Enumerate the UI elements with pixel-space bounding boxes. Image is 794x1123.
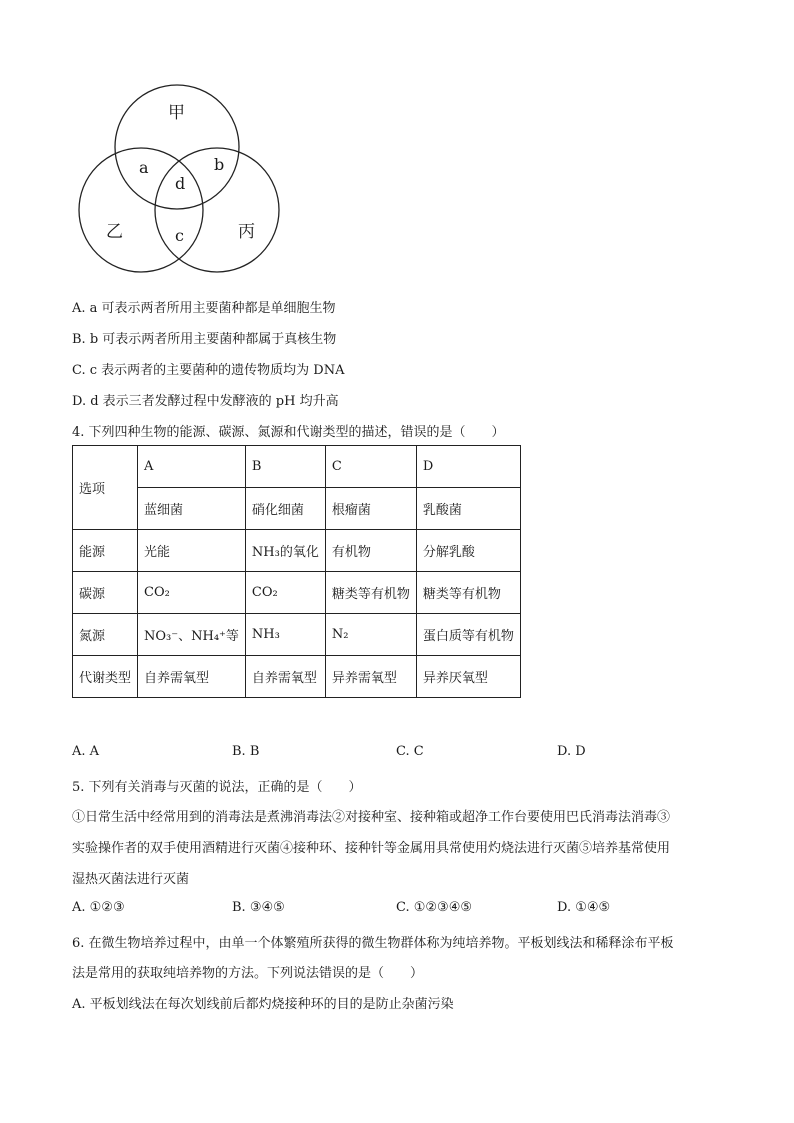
row-label: 能源 xyxy=(73,530,138,572)
table-cell: 自养需氧型 xyxy=(245,656,325,698)
q3-option-d: D. d 表示三者发酵过程中发酵液的 pH 均升高 xyxy=(72,394,339,409)
label-yi: 乙 xyxy=(106,222,123,242)
header-label: 选项 xyxy=(73,446,138,530)
table-cell: 蛋白质等有机物 xyxy=(416,614,520,656)
q3-option-a: A. a 可表示两者所用主要菌种都是单细胞生物 xyxy=(72,301,336,316)
q4-table xyxy=(72,445,521,698)
label-b: b xyxy=(214,155,225,174)
label-a: a xyxy=(139,158,149,177)
letter-cell: D xyxy=(416,446,520,488)
letter-cell: C xyxy=(325,446,416,488)
table-row xyxy=(73,446,521,488)
label-bing: 丙 xyxy=(238,222,255,242)
venn-diagram xyxy=(76,84,296,276)
table-cell: NH₃的氧化 xyxy=(245,530,325,572)
table-cell: 光能 xyxy=(138,530,246,572)
table-row xyxy=(73,614,521,656)
q4-option-a: A. A xyxy=(72,744,100,759)
letter-cell: B xyxy=(245,446,325,488)
q6-stem-line: 6. 在微生物培养过程中，由单一个体繁殖所获得的微生物群体称为纯培养物。平板划线法和稀释涂布平板 xyxy=(72,936,674,951)
organism-cell: 根瘤菌 xyxy=(325,488,416,530)
q4-stem: 4. 下列四种生物的能源、碳源、氮源和代谢类型的描述，错误的是（ ） xyxy=(72,425,505,440)
q5-body-line: ①日常生活中经常用到的消毒法是煮沸消毒法②对接种室、接种箱或超净工作台要使用巴氏消毒法消毒③ xyxy=(72,810,671,825)
q3-option-c: C. c 表示两者的主要菌种的遗传物质均为 DNA xyxy=(72,363,345,378)
q3-option-b: B. b 可表示两者所用主要菌种都属于真核生物 xyxy=(72,332,337,347)
q5-option-c: C. ①②③④⑤ xyxy=(396,900,473,915)
table-row xyxy=(73,488,521,530)
table-cell: 自养需氧型 xyxy=(138,656,246,698)
table-cell: NO₃⁻、NH₄⁺等 xyxy=(138,614,246,656)
table-cell: NH₃ xyxy=(245,614,325,656)
label-c: c xyxy=(175,226,184,245)
q6-stem-line: 法是常用的获取纯培养物的方法。下列说法错误的是（ ） xyxy=(72,966,424,981)
q5-body-line: 实验操作者的双手使用酒精进行灭菌④接种环、接种针等金属用具常使用灼烧法进行灭菌⑤培养基常使用 xyxy=(72,841,671,856)
table-cell: N₂ xyxy=(325,614,416,656)
q4-option-c: C. C xyxy=(396,744,424,759)
table-row xyxy=(73,572,521,614)
q5-stem: 5. 下列有关消毒与灭菌的说法，正确的是（ ） xyxy=(72,780,362,795)
organism-cell: 蓝细菌 xyxy=(138,488,246,530)
q5-option-b: B. ③④⑤ xyxy=(232,900,285,915)
table-cell: 异养厌氧型 xyxy=(416,656,520,698)
label-jia: 甲 xyxy=(168,103,185,123)
q5-body-line: 湿热灭菌法进行灭菌 xyxy=(72,872,190,887)
organism-cell: 乳酸菌 xyxy=(416,488,520,530)
table-cell: 分解乳酸 xyxy=(416,530,520,572)
label-d: d xyxy=(175,174,186,193)
q5-option-d: D. ①④⑤ xyxy=(557,900,611,915)
q6-option-a: A. 平板划线法在每次划线前后都灼烧接种环的目的是防止杂菌污染 xyxy=(72,997,454,1012)
table-cell: 有机物 xyxy=(325,530,416,572)
table-cell: 糖类等有机物 xyxy=(416,572,520,614)
q5-option-a: A. ①②③ xyxy=(72,900,125,915)
table-cell: 糖类等有机物 xyxy=(325,572,416,614)
letter-cell: A xyxy=(138,446,246,488)
q4-option-d: D. D xyxy=(557,744,586,759)
table-cell: CO₂ xyxy=(245,572,325,614)
table-row xyxy=(73,530,521,572)
row-label: 氮源 xyxy=(73,614,138,656)
organism-cell: 硝化细菌 xyxy=(245,488,325,530)
table-cell: 异养需氧型 xyxy=(325,656,416,698)
row-label: 代谢类型 xyxy=(73,656,138,698)
table-row xyxy=(73,656,521,698)
row-label: 碳源 xyxy=(73,572,138,614)
table-cell: CO₂ xyxy=(138,572,246,614)
q4-option-b: B. B xyxy=(232,744,260,759)
